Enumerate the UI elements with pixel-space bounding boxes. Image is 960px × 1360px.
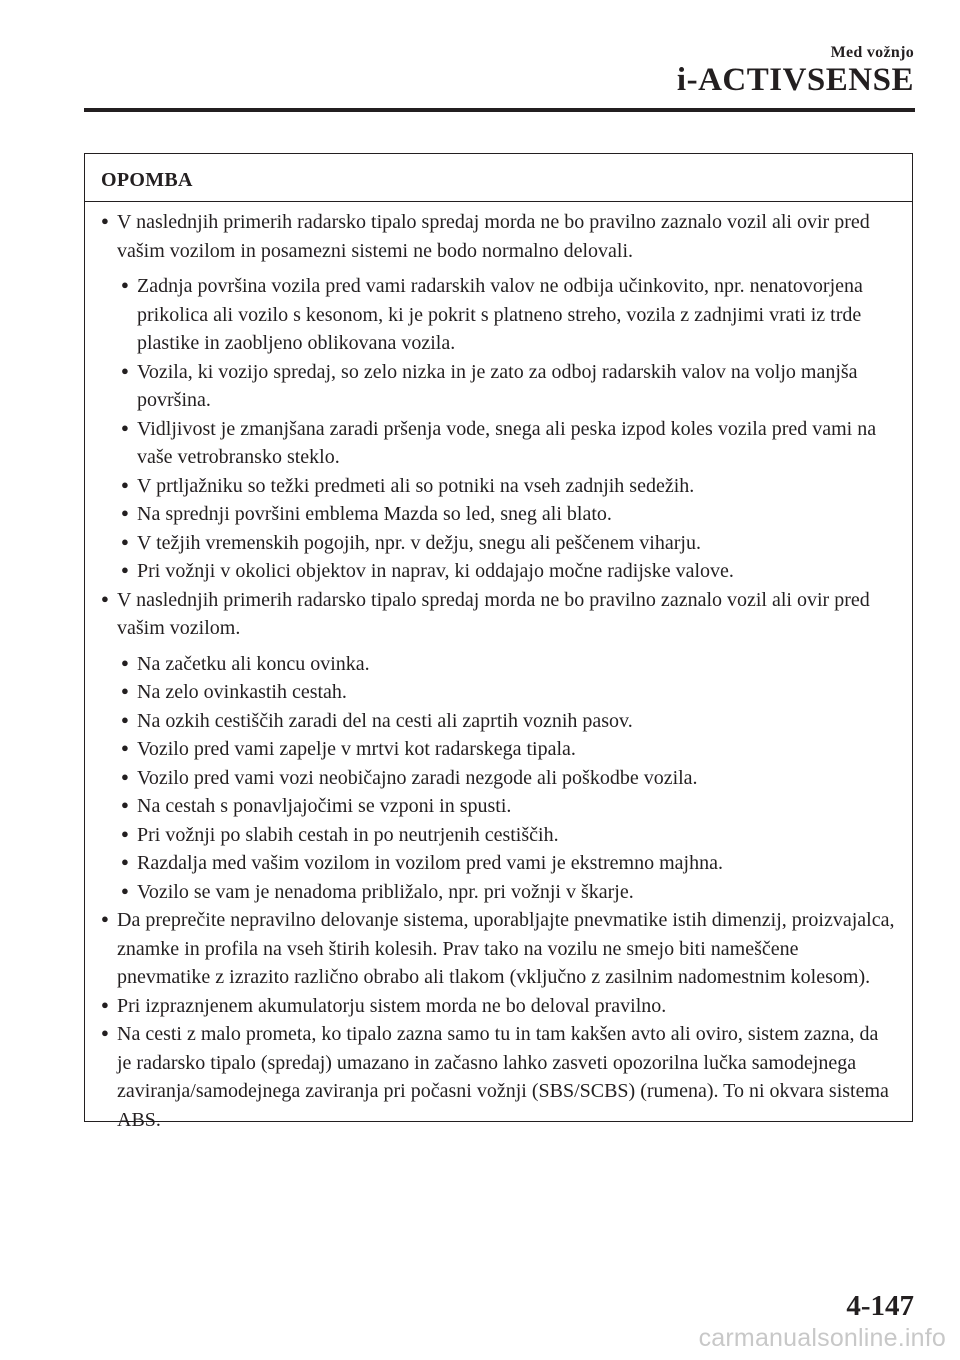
note-subitem: ● Vidljivost je zmanjšana zaradi pršenja vode, snega ali peska izpod koles vozila pred vami na vaše vetrobransko steklo. [101,415,896,472]
note-subitem: ● Vozilo pred vami zapelje v mrtvi kot radarskega tipala. [101,735,896,764]
bullet-icon: ● [101,996,109,1012]
bullet-icon: ● [101,1025,109,1040]
bullet-icon: ● [101,590,109,606]
note-body [85,202,912,1134]
bullet-icon: ● [121,654,129,670]
bullet-icon: ● [101,911,109,926]
note-subitem: ● Na zelo ovinkastih cestah. [101,678,896,707]
note-heading: OPOMBA [85,154,912,202]
bullet-icon: ● [121,362,129,378]
note-subitem: ● Pri vožnji v okolici objektov in naprav, ki oddajajo močne radijske valove. [101,557,896,586]
watermark-link[interactable]: carmanualsonline.info [698,1324,946,1352]
note-item: ● V naslednjih primerih radarsko tipalo spredaj morda ne bo pravilno zaznalo vozil ali ovir pred vašim vozilom. [101,586,896,643]
note-subitem: ● V težjih vremenskih pogojih, npr. v dežju, snegu ali peščenem viharju. [101,529,896,558]
note-item: ● V naslednjih primerih radarsko tipalo spredaj morda ne bo pravilno zaznalo vozil ali ovir pred vašim vozilom in posamezni sistemi ne bodo normalno delovali. [101,208,896,265]
bullet-icon: ● [121,882,129,898]
note-subitem: ● Vozilo se vam je nenadoma približalo, npr. pri vožnji v škarje. [101,878,896,907]
note-subitem: ● Na cestah s ponavljajočimi se vzponi in spusti. [101,792,896,821]
note-box [84,153,913,1131]
bullet-icon: ● [121,533,129,549]
page-number: 4-147 [846,1290,914,1322]
note-subitem: ● Na sprednji površini emblema Mazda so led, sneg ali blato. [101,500,896,529]
bullet-icon: ● [121,797,129,812]
note-item: ● Da preprečite nepravilno delovanje sistema, uporabljajte pnevmatike istih dimenzij, proizvajalca, znamke in profila na vseh štirih kolesih. Prav tako na vozilu ne smejo biti nameščene pnevmatike z izrazito različno obrabo ali tlakom (vključno z zasilnim nadomestnim kolesom). [101,906,896,992]
bullet-icon: ● [121,683,129,698]
bullet-icon: ● [121,419,129,435]
bullet-icon: ● [101,213,109,228]
note-subitem: ● Razdalja med vašim vozilom in vozilom pred vami je ekstremno majhna. [101,849,896,878]
bullet-icon: ● [121,505,129,520]
bullet-icon: ● [121,562,129,577]
note-item: ● Na cesti z malo prometa, ko tipalo zazna samo tu in tam kakšen avto ali oviro, sistem zazna, da je radarsko tipalo (spredaj) umazano in začasno lahko zasveti opozorilna lučka samodejnega zaviranja/samodejnega zaviranja pri počasni vožnji (SBS/SCBS) (rumena). To ni okvara sistema ABS. [101,1020,896,1134]
bullet-icon: ● [121,711,129,727]
note-subitem: ● Zadnja površina vozila pred vami radarskih valov ne odbija učinkovito, npr. nenatovorjena prikolica ali vozilo s kesonom, ki je pokrit s platneno streho, vozila z zadnjimi vrati iz trde plastike in zaobljeno oblikovana vozila. [101,272,896,358]
bullet-icon: ● [121,277,129,292]
bullet-icon: ● [121,768,129,784]
note-subitem: ● Vozila, ki vozijo spredaj, so zelo nizka in je zato za odboj radarskih valov na voljo manjša površina. [101,358,896,415]
header-rule [84,108,915,112]
bullet-icon: ● [121,854,129,869]
bullet-icon: ● [121,476,129,492]
note-subitem: ● Na ozkih cestiščih zaradi del na cesti ali zaprtih voznih pasov. [101,707,896,736]
bullet-icon: ● [121,825,129,841]
note-item: ● Pri izpraznjenem akumulatorju sistem morda ne bo deloval pravilno. [101,992,896,1021]
header-title: i-ACTIVSENSE [676,62,914,98]
note-subitem: ● Vozilo pred vami vozi neobičajno zaradi nezgode ali poškodbe vozila. [101,764,896,793]
note-subitem: ● V prtljažniku so težki predmeti ali so potniki na vseh zadnjih sedežih. [101,472,896,501]
header-section-label: Med vožnjo [830,44,914,61]
bullet-icon: ● [121,740,129,755]
note-subitem: ● Pri vožnji po slabih cestah in po neutrjenih cestiščih. [101,821,896,850]
note-subitem: ● Na začetku ali koncu ovinka. [101,650,896,679]
